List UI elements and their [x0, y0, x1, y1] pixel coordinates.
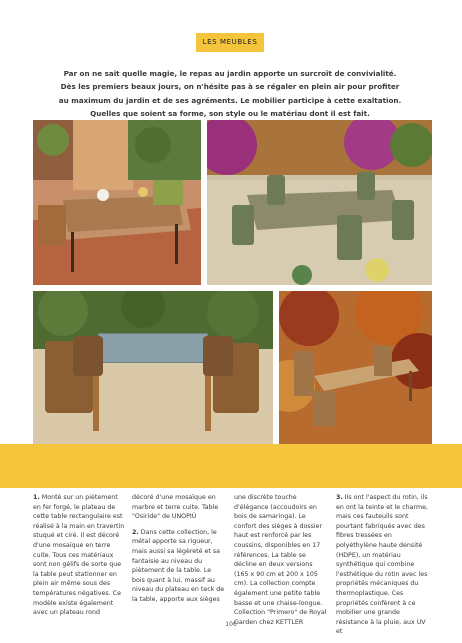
photo-wicker-table: [33, 291, 273, 444]
column-1: [33, 493, 127, 624]
caption-number: 1.: [33, 494, 40, 501]
caption-1-text: Monté sur un piètement en fer forgé, le plateau de cette table rectangulaire est réalisé à la main en travertin stuqué et ciré. Il est décoré d'une mosaïque en terre cuite. Tous ces matériaux sont non gélifs de sorte que la table peut stationner en plein air même sous des températures négatives. Ce modèle existe également avec un plateau rond: [33, 494, 125, 617]
section-tag: LES MEUBLES: [196, 33, 264, 52]
caption-3-text: Ils ont l'aspect du rotin, ils en ont la teinte et le charme, mais ces fauteuils sont pourtant fabriqués avec des fibres tressées en polyéthylène haute densité (HDPE), un matériau synthétique qui combine l'esthétique du rotin avec les propriétés mécaniques du thermoplastique. Ces propriétés confèrent à ce mobilier une grande résistance à la pluie, aux UV et: [336, 494, 428, 636]
caption-number: 3.: [336, 494, 343, 501]
page-number: 106: [225, 621, 237, 628]
column-2: [132, 493, 226, 611]
photo-teak-set: [279, 291, 432, 444]
photo-mosaic-table: [33, 120, 201, 285]
caption-number: 2.: [132, 528, 139, 536]
caption-band: [0, 444, 462, 488]
caption-2-continued: une discrète touche d'élégance (accoudoirs en bois de samaringa). Le confort des sièges à dossier haut est renforcé par les coussins, disponibles en 17 références. La table se décline en deux versions (165 x 90 cm et 200 x 105 cm). La collection compte également une petite table basse et une chaise-longue. Collection "Primero" de Royal Garden chez KETTLER: [234, 494, 327, 626]
caption-1-continued: décoré d'une mosaïque en marbre et terre cuite. Table "Osiride" de UNOPIÙ: [132, 494, 219, 521]
column-3: [234, 493, 328, 633]
intro-text: Par on ne sait quelle magie, le repas au jardin apporte un surcroît de convivialité. Dès les premiers beaux jours, on n'hésite pas à se régaler en plein air pour profiter au maximum du jardin et de ses agréments. Le mobilier participe à cette exaltation. Quelles que soient sa forme, son style ou le matériau dont il est fait.: [58, 69, 402, 118]
caption-2-text: Dans cette collection, le métal apporte sa rigueur, mais aussi sa légèreté et sa fantaisie au niveau du piètement de la table. Le bois quant à lui, massif au niveau du plateau en teck de la table, apporte aux sièges: [132, 528, 225, 603]
photo-metal-chairs: [207, 120, 432, 285]
